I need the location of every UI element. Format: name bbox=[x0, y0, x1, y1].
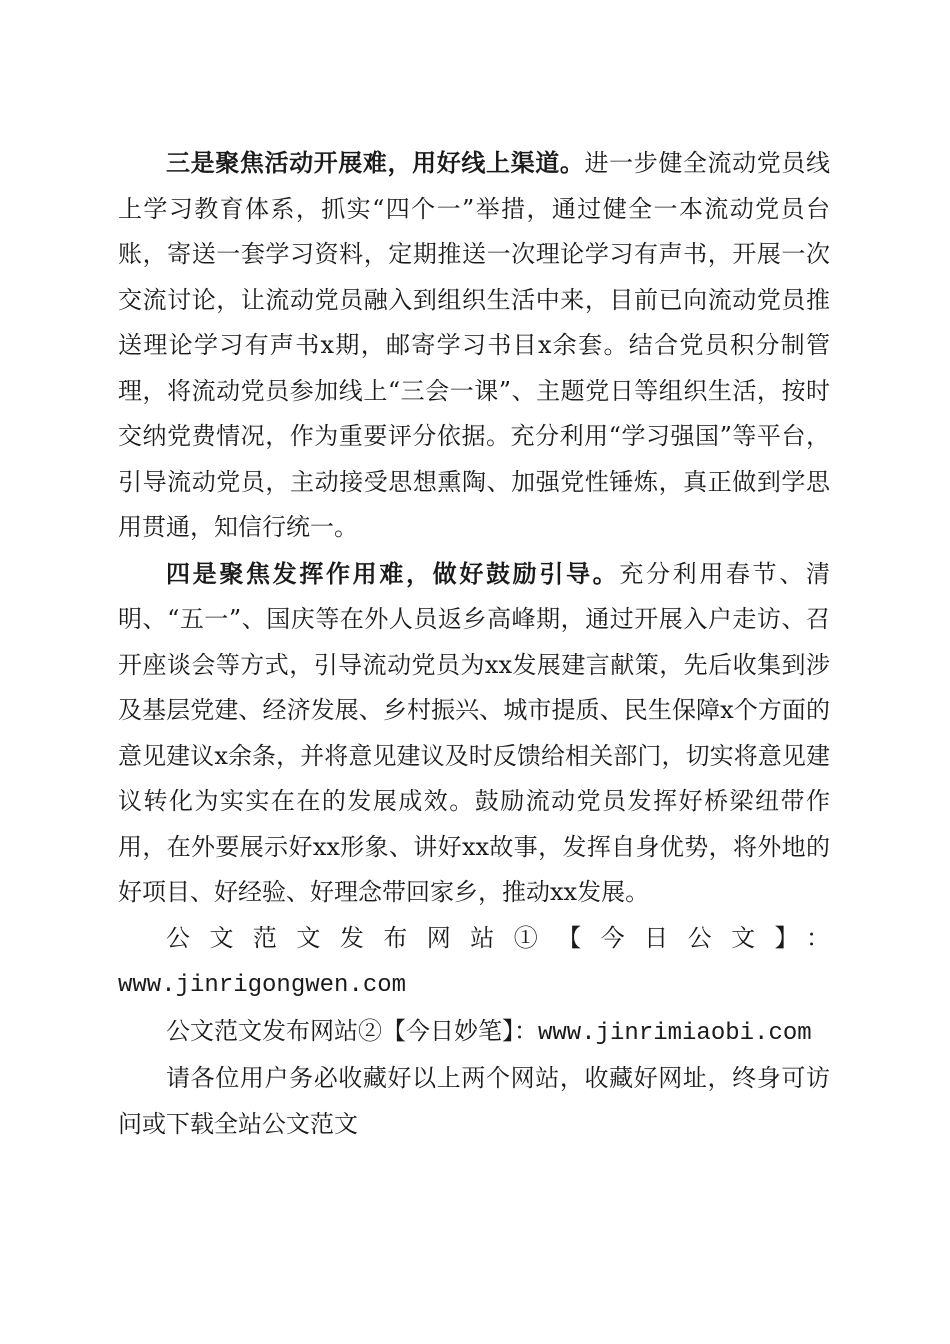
site1-url-link[interactable]: www.jinrigongwen.com bbox=[118, 972, 407, 999]
paragraph-4-lead: 四是聚焦发挥作用难，做好鼓励引导。 bbox=[166, 558, 620, 588]
site2-label: 公文范文发布网站②【今日妙笔】： bbox=[166, 1016, 538, 1045]
paragraph-4-body: 充分利用春节、清明、“五一”、国庆等在外人员返乡高峰期，通过开展入户走访、召开座谈会等方式，引导流动党员为xx发展建言献策，先后收集到涉及基层党建、经济发展、乡村振兴、城市提质、民生保障x个方面的意见建议x余条，并将意见建议及时反馈给相关部门，切实将意见建议转化为实实在在的发展成效。鼓励流动党员发挥好桥梁纽带作用，在外要展示好xx形象、讲好xx故事，发挥自身优势，将外地的好项目、好经验、好理念带回家乡，推动xx发展。 bbox=[118, 559, 831, 906]
paragraph-3-body: 进一步健全流动党员线上学习教育体系，抓实“四个一”举措，通过健全一本流动党员台账，寄送一套学习资料，定期推送一次理论学习有声书，开展一次交流讨论，让流动党员融入到组织生活中来，目前已向流动党员推送理论学习有声书x期，邮寄学习书目x余套。结合党员积分制管理，将流动党员参加线上“三会一课”、主题党日等组织生活，按时交纳党费情况，作为重要评分依据。充分利用“学习强国”等平台，引导流动党员，主动接受思想熏陶、加强党性锤炼，真正做到学思用贯通，知信行统一。 bbox=[118, 149, 831, 541]
paragraph-3-lead: 三是聚焦活动开展难，用好线上渠道。 bbox=[166, 148, 585, 177]
paragraph-3 bbox=[118, 140, 830, 551]
site2-line bbox=[118, 1009, 830, 1057]
paragraph-4 bbox=[118, 551, 830, 916]
site1-url bbox=[118, 961, 830, 1009]
notice-paragraph: 请各位用户务必收藏好以上两个网站，收藏好网址，终身可访问或下载全站公文范文 bbox=[118, 1064, 830, 1138]
site1-label: 公文范文发布网站①【今日公文】： bbox=[166, 923, 830, 952]
document-page bbox=[118, 140, 830, 1147]
site2-url-link[interactable]: www.jinrimiaobi.com bbox=[538, 1019, 812, 1047]
